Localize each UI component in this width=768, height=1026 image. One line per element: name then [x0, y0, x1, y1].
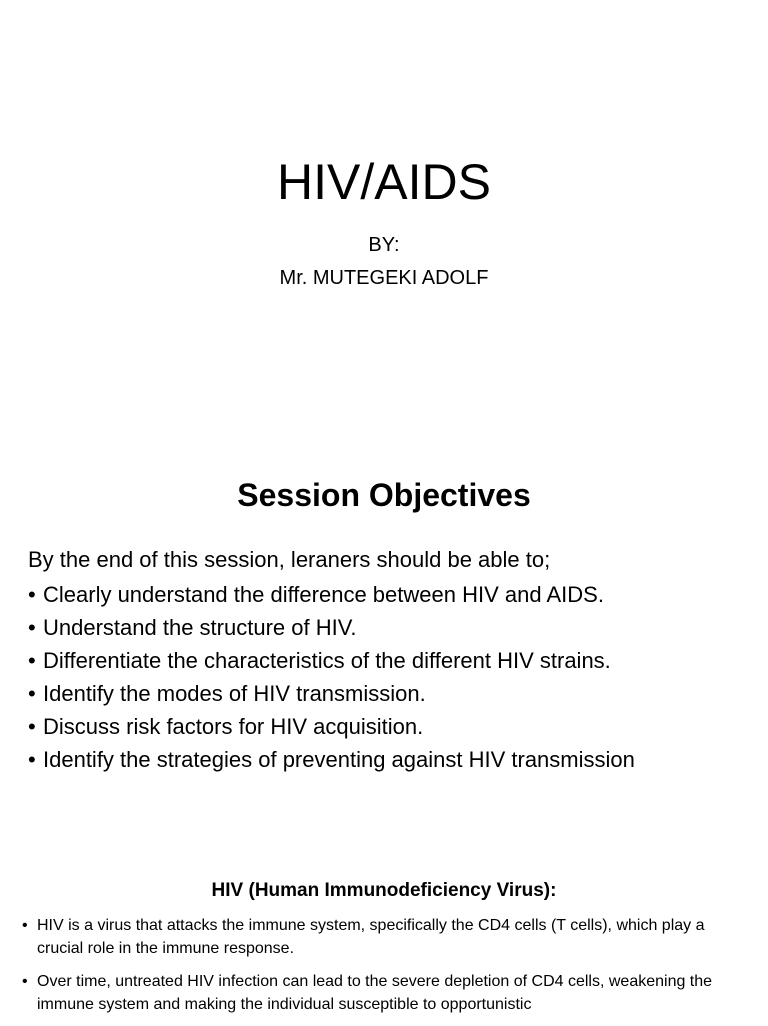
by-label: BY:: [368, 234, 400, 256]
objective-item: [28, 714, 748, 740]
objective-text: Clearly understand the difference between HIV and AIDS.: [43, 582, 604, 607]
bullet-icon: •: [22, 973, 28, 990]
hiv-point-text: Over time, untreated HIV infection can lead to the severe depletion of CD4 cells, weakening the immune system and making the individual susceptible to opportunistic: [37, 973, 713, 1013]
objective-item: [28, 681, 748, 707]
bullet-icon: •: [28, 582, 36, 607]
author-name: Mr. MUTEGEKI ADOLF: [279, 267, 489, 289]
objective-item: [28, 648, 748, 674]
objective-item: [28, 747, 748, 773]
objectives-title: Session Objectives: [237, 477, 531, 513]
objective-item: [28, 582, 748, 608]
objectives-list: [28, 582, 748, 780]
objective-text: Differentiate the characteristics of the different HIV strains.: [43, 648, 611, 673]
hiv-definition-slide: [0, 860, 768, 1024]
hiv-point-text: HIV is a virus that attacks the immune system, specifically the CD4 cells (T cells), which play a crucial role in the immune response.: [37, 917, 705, 957]
hiv-point-item: [22, 970, 742, 1016]
presentation-title: HIV/AIDS: [277, 154, 491, 210]
objectives-slide: [0, 440, 768, 850]
bullet-icon: •: [22, 917, 28, 934]
bullet-icon: •: [28, 681, 36, 706]
hiv-point-item: [22, 914, 742, 960]
bullet-icon: •: [28, 747, 36, 772]
objective-item: [28, 615, 748, 641]
objective-text: Discuss risk factors for HIV acquisition.: [43, 714, 424, 739]
objective-text: Identify the strategies of preventing against HIV transmission: [43, 747, 635, 772]
objective-text: Identify the modes of HIV transmission.: [43, 681, 426, 706]
title-slide: [0, 0, 768, 420]
hiv-points-list: [22, 914, 742, 1026]
objectives-intro: By the end of this session, leraners should be able to;: [28, 547, 551, 572]
bullet-icon: •: [28, 615, 36, 640]
bullet-icon: •: [28, 648, 36, 673]
objective-text: Understand the structure of HIV.: [43, 615, 357, 640]
hiv-definition-title: HIV (Human Immunodeficiency Virus):: [211, 880, 557, 901]
bullet-icon: •: [28, 714, 36, 739]
